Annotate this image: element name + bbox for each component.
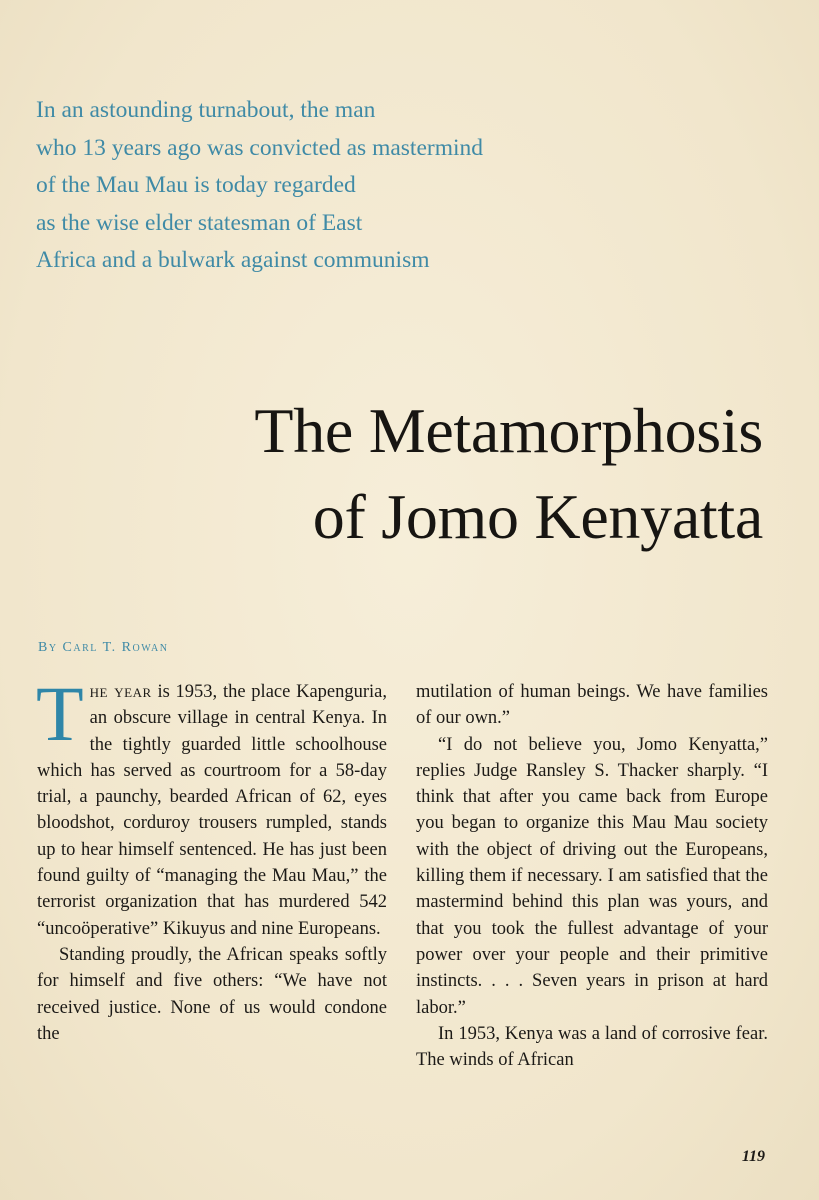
column-right xyxy=(416,679,768,1073)
deck-line: of the Mau Mau is today regarded xyxy=(36,172,356,198)
paragraph-1-text: is 1953, the place Kapenguria, an obscure village in central Kenya. In the tightly guarded little schoolhouse which has served as courtroom for a 58-day trial, a paunchy, bearded African of 62, eyes bloodshot, corduroy trousers rumpled, stands up to hear himself sentenced. He has just been found guilty of “managing the Mau Mau,” the terrorist organization that has murdered 542 “uncoöperative” Kikuyus and nine Europeans. xyxy=(37,682,388,939)
paragraph-4: “I do not believe you, Jomo Kenyatta,” replies Judge Ransley S. Thacker sharply. “I think that after you came back from Europe you began to organize this Mau Mau society with the object of driving out the Europeans, killing them if necessary. I am satisfied that the mastermind behind this plan was yours, and that you took the fullest advantage of your power over your people and their primitive instincts. . . . Seven years in prison at hard labor.” xyxy=(416,734,768,1018)
deck-line: as the wise elder statesman of East xyxy=(36,209,363,236)
paragraph-1 xyxy=(36,670,388,942)
paragraph-3: mutilation of human beings. We have families of our own.” xyxy=(416,682,768,729)
title-line-1: The Metamorphosis xyxy=(254,395,763,466)
paragraph-5: In 1953, Kenya was a land of corrosive fear. The winds of African xyxy=(416,1023,768,1071)
drop-cap: T xyxy=(36,670,84,757)
deck-line: In an astounding turnabout, the man xyxy=(36,97,376,123)
byline: By Carl T. Rowan xyxy=(38,640,169,655)
deck-line: Africa and a bulwark against communism xyxy=(36,247,430,273)
article-deck xyxy=(36,92,596,280)
paragraph-2: Standing proudly, the African speaks softly for himself and five others: “We have not received justice. None of us would condone the xyxy=(37,944,387,1044)
deck-line: who 13 years ago was convicted as mastermind xyxy=(36,134,484,161)
title-line-2: of Jomo Kenyatta xyxy=(312,481,763,552)
lead-in: he year xyxy=(89,682,152,702)
article-title xyxy=(254,388,763,560)
column-left xyxy=(36,670,388,1047)
page-number: 119 xyxy=(741,1148,765,1165)
